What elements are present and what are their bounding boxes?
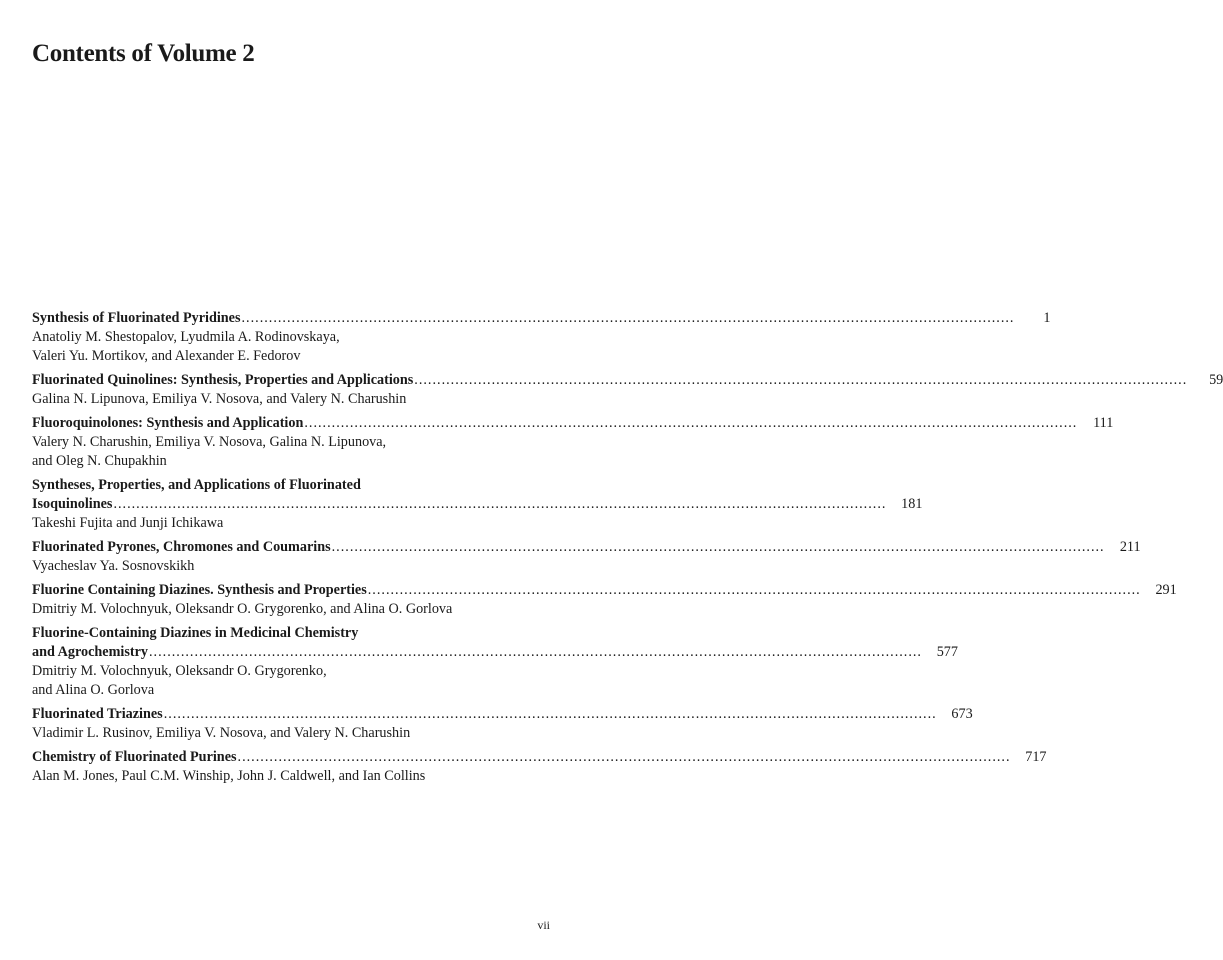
author-line: Valeri Yu. Mortikov, and Alexander E. Fedorov <box>32 348 301 364</box>
chapter-title: Fluoroquinolones: Synthesis and Application <box>32 415 304 431</box>
chapter-title-row <box>32 309 1051 328</box>
chapter-authors <box>32 390 550 409</box>
page-number: 577 <box>936 644 958 660</box>
chapter-title: Fluorinated Pyrones, Chromones and Coumarins <box>32 539 331 555</box>
chapter-title-row <box>32 495 923 514</box>
author-line: Dmitriy M. Volochnyuk, Oleksandr O. Grygorenko, <box>32 663 327 679</box>
chapter-title-row <box>32 414 1114 433</box>
chapter-authors <box>32 328 550 366</box>
chapter-title: Fluorinated Triazines <box>32 706 163 722</box>
author-line: Vyacheslav Ya. Sosnovskikh <box>32 558 195 574</box>
chapter-authors <box>32 514 550 533</box>
page-number: 717 <box>1025 749 1047 765</box>
chapter-title: Isoquinolines <box>32 496 113 512</box>
author-line: Vladimir L. Rusinov, Emiliya V. Nosova, and Valery N. Charushin <box>32 725 411 741</box>
author-line: Anatoliy M. Shestopalov, Lyudmila A. Rodinovskaya, <box>32 329 340 345</box>
chapter-title: Synthesis of Fluorinated Pyridines <box>32 310 241 326</box>
dot-leader: .......................................................................................................................................................................... <box>237 749 1011 765</box>
dot-leader: .......................................................................................................................................................................... <box>241 310 1015 326</box>
chapter-authors <box>32 433 550 471</box>
chapter-title: Chemistry of Fluorinated Purines <box>32 749 237 765</box>
author-line: and Oleg N. Chupakhin <box>32 453 167 469</box>
dot-leader: .......................................................................................................................................................................... <box>331 539 1105 555</box>
chapter-title-row <box>32 581 1177 600</box>
chapter-title-row <box>32 643 958 662</box>
chapter-authors <box>32 600 550 619</box>
author-line: and Alina O. Gorlova <box>32 682 155 698</box>
chapter-title: and Agrochemistry <box>32 644 148 660</box>
page-title: Contents of Volume 2 <box>32 40 255 67</box>
author-line: Alan M. Jones, Paul C.M. Winship, John J. Caldwell, and Ian Collins <box>32 768 426 784</box>
page-folio: vii <box>537 918 550 932</box>
dot-leader: .......................................................................................................................................................................... <box>367 582 1141 598</box>
author-line: Valery N. Charushin, Emiliya V. Nosova, Galina N. Lipunova, <box>32 434 387 450</box>
page-number: 211 <box>1119 539 1141 555</box>
chapter-authors <box>32 767 550 786</box>
chapter-title-row <box>32 538 1141 557</box>
chapter-authors <box>32 557 550 576</box>
author-line: Takeshi Fujita and Junji Ichikawa <box>32 515 224 531</box>
dot-leader: .......................................................................................................................................................................... <box>113 496 887 512</box>
chapter-title: Fluorine Containing Diazines. Synthesis and Properties <box>32 582 367 598</box>
chapter-title-row <box>32 371 1223 390</box>
chapter-title-row <box>32 748 1047 767</box>
toc-entry <box>32 371 1223 409</box>
page-number: 111 <box>1093 415 1114 431</box>
dot-leader: .......................................................................................................................................................................... <box>149 644 922 660</box>
table-of-contents <box>32 309 1223 791</box>
chapter-title-line: Syntheses, Properties, and Applications of Fluorinated <box>32 477 361 493</box>
chapter-title: Fluorinated Quinolines: Synthesis, Properties and Applications <box>32 372 414 388</box>
toc-entry <box>32 624 958 700</box>
author-line: Galina N. Lipunova, Emiliya V. Nosova, and Valery N. Charushin <box>32 391 407 407</box>
dot-leader: .......................................................................................................................................................................... <box>414 372 1188 388</box>
page-number: 181 <box>901 496 923 512</box>
chapter-title-line: Fluorine-Containing Diazines in Medicinal Chemistry <box>32 625 359 641</box>
toc-entry <box>32 705 973 743</box>
page-number: 673 <box>951 706 973 722</box>
chapter-authors <box>32 662 550 700</box>
toc-entry <box>32 414 1114 471</box>
page-number: 291 <box>1155 582 1177 598</box>
chapter-title-row <box>32 705 973 724</box>
author-line: Dmitriy M. Volochnyuk, Oleksandr O. Grygorenko, and Alina O. Gorlova <box>32 601 453 617</box>
page-number: 1 <box>1043 310 1051 326</box>
toc-entry <box>32 581 1177 619</box>
chapter-authors <box>32 724 550 743</box>
toc-entry <box>32 538 1141 576</box>
toc-entry <box>32 748 1047 786</box>
page-number: 59 <box>1209 372 1223 388</box>
toc-entry <box>32 309 1051 366</box>
dot-leader: .......................................................................................................................................................................... <box>304 415 1078 431</box>
dot-leader: .......................................................................................................................................................................... <box>163 706 937 722</box>
toc-entry <box>32 476 923 533</box>
